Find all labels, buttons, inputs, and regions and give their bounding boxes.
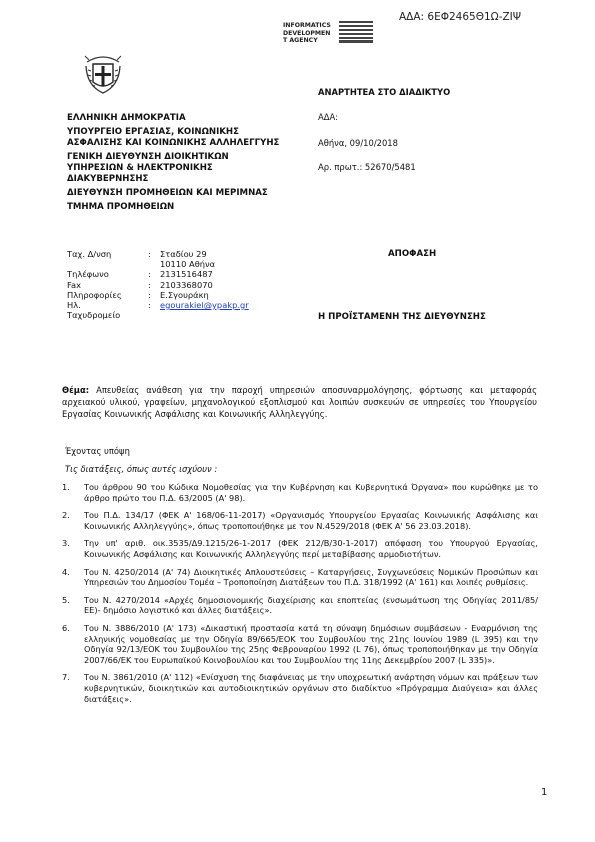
contact-row: Πληροφορίες : Ε.Σγουράκη (67, 289, 209, 300)
list-item: 1. Του άρθρου 90 του Κώδικα Νομοθεσίας για την Κυβέρνηση και Κυβερνητικά Όργανα» που κυρώθηκε με το άρθρο πρώτο του Π.Δ. 63/2005 (Α' 98). (62, 482, 538, 503)
subject-text: Απευθείας ανάθεση για την παροχή υπηρεσιών αποσυναρμολόγησης, φόρτωσης και μεταφοράς αρχειακού υλικού, γραφείων, μηχανολογικού εξοπλισμού και λοιπών συσκευών σε υπηρεσίες του Υπουργείου Εργασίας Κοινωνικής Ασφάλισης και Κοινωνικής Αλληλεγγύης. (62, 385, 537, 419)
sender-line: ΔΙΕΥΘΥΝΣΗ ΠΡΟΜΗΘΕΙΩΝ ΚΑΙ ΜΕΡΙΜΝΑΣ (67, 188, 268, 198)
sender-block (67, 113, 282, 216)
sender-line: ΓΕΝΙΚΗ ΔΙΕΥΘΥΝΣΗ ΔΙΟΙΚΗΤΙΚΩΝ ΥΠΗΡΕΣΙΩΝ & ΗΛΕΚΤΡΟΝΙΚΗΣ ΔΙΑΚΥΒΕΡΝΗΣΗΣ (67, 152, 229, 184)
agency-line: INFORMATICS (283, 22, 331, 29)
ada-header: ΑΔΑ: 6ΕΦ2465Θ1Ω-ΖΙΨ (399, 11, 522, 23)
document-date: Αθήνα, 09/10/2018 (318, 138, 398, 148)
agency-line: DEVELOPMEN (283, 29, 331, 37)
subject-label: Θέμα: (62, 385, 90, 395)
decision-subtitle: Η ΠΡΟΪΣΤΑΜΕΝΗ ΤΗΣ ΔΙΕΥΘΥΝΣΗΣ (318, 312, 486, 322)
contact-row: Ταχυδρομείο (67, 310, 121, 321)
contact-row: Fax : 2103368070 (67, 279, 213, 290)
ada-label: ΑΔΑ: (318, 112, 339, 122)
contact-row: Ηλ. : egourakiel@ypakp.gr (67, 300, 249, 311)
having-regard: Έχοντας υπόψη (65, 446, 130, 456)
contact-row: 10110 Αθήνα (160, 259, 216, 270)
list-item: 4. Του Ν. 4250/2014 (Α' 74) Διοικητικές Απλουστεύσεις – Καταργήσεις, Συγχωνεύσεις Νομικών Προσώπων και Υπηρεσιών του Δημοσίου Τομέα – Τροποποίηση Διατάξεων του Π.Δ. 318/1992 (Α' 161) και λοιπές ρυθμίσεις. (62, 566, 538, 588)
list-item: 7. Του Ν. 3861/2010 (Α' 112) «Ενίσχυση της διαφάνειας με την υποχρεωτική ανάρτηση νόμων και πράξεων των κυβερνητικών, διοικητικών και αυτοδιοικητικών οργάνων στο διαδίκτυο «Πρόγραμμα Διαύγεια» και άλλες διατάξεις». (62, 672, 538, 704)
list-item: 6. Του Ν. 3886/2010 (Α' 173) «Δικαστική προστασία κατά τη σύναψη δημόσιων συμβάσεων - Εναρμόνιση της ελληνικής νομοθεσίας με την Οδηγία 89/665/ΕΟΚ του Συμβουλίου της 21ης Ιουνίου 1989 (L 395) και την Οδηγία 92/13/ΕΟΚ του Συμβουλίου της 25ης Φεβρουαρίου 1992 (L 76), όπως τροποποιήθηκαν με την Οδηγία 2007/66/ΕΚ του Ευρωπαϊκού Κοινοβουλίου και του Συμβουλίου της 11ης Δεκεμβρίου 2007 (L 335)». (62, 622, 538, 665)
provisions-list (62, 482, 538, 711)
protocol-number: Αρ. πρωτ.: 52670/5481 (318, 162, 416, 172)
agency-logo-text (283, 22, 331, 45)
contact-block (67, 249, 249, 320)
agency-line: T AGENCY (283, 37, 318, 45)
sender-line: ΥΠΟΥΡΓΕΙΟ ΕΡΓΑΣΙΑΣ, ΚΟΙΝΩΝΙΚΗΣ ΑΣΦΑΛΙΣΗΣ ΚΑΙ ΚΟΙΝΩΝΙΚΗΣ ΑΛΛΗΛΕΓΓΥΗΣ (67, 127, 280, 148)
posting-notice: ΑΝΑΡΤΗΤΕΑ ΣΤΟ ΔΙΑΔΙΚΤΥΟ (318, 87, 451, 97)
list-item: 3. Την υπ' αριθ. οικ.3535/Δ9.1215/26-1-2017 (ΦΕΚ 212/Β/30-1-2017) απόφαση του Υπουργού Εργασίας, Κοινωνικής Ασφάλισης και Κοινωνικής Αλληλεγγύης περί μεταβίβασης αρμοδιοτήτων. (62, 538, 538, 559)
contact-row: Τηλέφωνο : 2131516487 (67, 269, 213, 280)
provisions-heading: Τις διατάξεις, όπως αυτές ισχύουν : (65, 464, 218, 474)
list-item: 5. Του Ν. 4270/2014 «Αρχές δημοσιονομικής διαχείρισης και εποπτείας (ενσωμάτωση της Οδηγίας 2011/85/ΕΕ)- δημόσιο λογιστικό και άλλες διατάξεις». (62, 594, 538, 616)
greek-emblem-icon (83, 50, 123, 96)
email-link[interactable]: egourakiel@ypakp.gr (160, 300, 249, 311)
decision-title: ΑΠΟΦΑΣΗ (388, 249, 437, 259)
subject-paragraph (62, 384, 537, 420)
page-number: 1 (541, 787, 548, 798)
sender-line: ΕΛΛΗΝΙΚΗ ΔΗΜΟΚΡΑΤΙΑ (67, 113, 186, 123)
list-item: 2. Του Π.Δ. 134/17 (ΦΕΚ Α' 168/06-11-2017) «Οργανισμός Υπουργείου Εργασίας Κοινωνικής Ασφάλισης και Κοινωνικής Αλληλεγγύης», όπως τροποποιήθηκε με τον Ν.4529/2018 (ΦΕΚ Α' 56 23.03.2018). (62, 510, 538, 531)
contact-row: Ταχ. Δ/νση : Σταδίου 29 (67, 249, 207, 259)
sender-line: ΤΜΗΜΑ ΠΡΟΜΗΘΕΙΩΝ (67, 202, 175, 212)
agency-logo-bars (339, 21, 373, 44)
